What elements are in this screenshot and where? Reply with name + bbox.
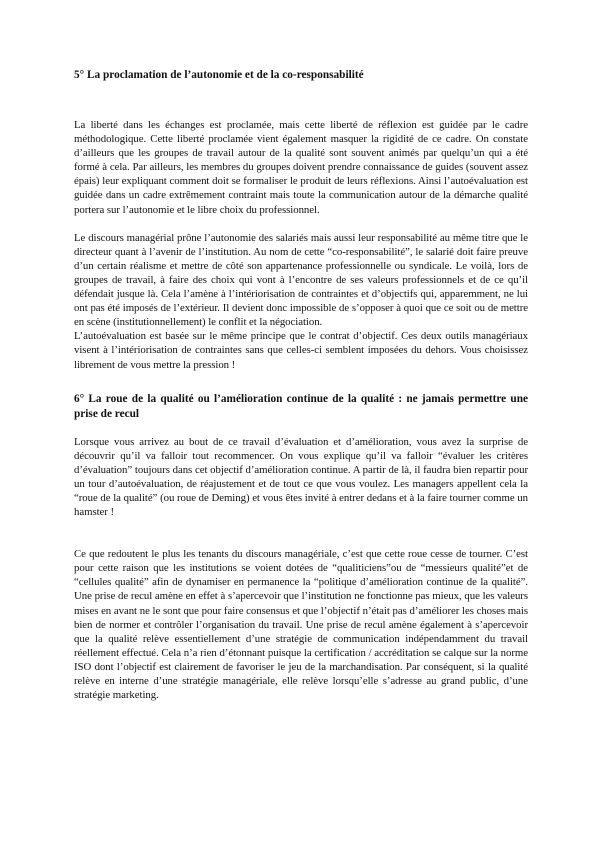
section-6-paragraph-1: Lorsque vous arrivez au bout de ce travail d’évaluation et d’amélioration, vous avez la surprise de découvrir qu’il va falloir tout recommencer. On vous explique qu’il va falloir “évaluer les critères d’évaluation” toujours dans cet objectif d’amélioration continue. A partir de là, il faudra bien repartir pour un tour d’autoévaluation, de réajustement et de tout ce que vous voulez. Les managers appellent cela la “roue de la qualité” (ou roue de Deming) et vous êtes invité à entrer dedans et à la faire tourner comme un hamster ! [74, 435, 528, 519]
section-5-paragraph-3: L’autoévaluation est basée sur le même principe que le contrat d’objectif. Ces deux outils managériaux visent à l’intériorisation de contraintes sans que celles-ci semblent imposées du dehors. Vous choisissez librement de vous mettre la pression ! [74, 330, 528, 371]
section-6-heading: 6° La roue de la qualité ou l’amélioration continue de la qualité : ne jamais permettre une prise de recul [74, 392, 528, 420]
page-content [74, 68, 528, 702]
section-6-paragraph-2: Ce que redoutent le plus les tenants du discours managériale, c’est que cette roue cesse de tourner. C’est pour cette raison que les institutions se voient dotées de “qualiticiens”ou de “messieurs qualité”et de “cellules qualité” afin de dynamiser en permanence la “politique d’amélioration continue de la qualité”. Une prise de recul amène en effet à s’apercevoir que l’institution ne fonctionne pas mieux, que les valeurs mises en avant ne le sont que pour faire consensus et que l’objectif n’était pas d’améliorer les choses mais bien de normer et contrôler l’organisation du travail. Une prise de recul amène également à s’apercevoir que la qualité relève essentiellement d’une stratégie de communication indépendamment du travail réellement effectué. Cela n’a rien d’étonnant puisque la certification / accréditation se calque sur la norme ISO dont l’objectif est clairement de favoriser le jeu de la marchandisation. Par conséquent, si la qualité relève en interne d’une stratégie managériale, elle relève lorsqu’elle s’adresse au grand public, d’une stratégie marketing. [74, 548, 528, 702]
section-5-paragraph-1: La liberté dans les échanges est proclamée, mais cette liberté de réflexion est guidée par le cadre méthodologique. Cette liberté proclamée vient également masquer la rigidité de ce cadre. On constate d’ailleurs que les groupes de travail autour de la qualité sont souvent animés par quelqu’un qui a été formé à cela. Par ailleurs, les membres du groupes doivent prendre connaissance de guides (souvent assez épais) leur expliquant comment doit se formaliser le produit de leurs réflexions. Ainsi l’autoévaluation est guidée dans un cadre extrêmement contraint mais toute la communication autour de la démarche qualité portera sur l’autonomie et le libre choix du professionnel. [74, 119, 528, 216]
section-5-heading: 5° La proclamation de l’autonomie et de la co-responsabilité [74, 69, 364, 81]
section-5-paragraph-2: Le discours managérial prône l’autonomie des salariés mais aussi leur responsabilité au même titre que le directeur quant à l’avenir de l’institution. Au nom de cette “co-responsabilité”, le salarié doit faire preuve d’un certain réalisme et mettre de côté son appartenance professionnelle ou syndicale. Le voilà, lors de groupes de travail, à faire des choix qui vont à l’encontre de ses valeurs professionnels et de ce qu’il défendait jusque là. Cela l’amène à l’intériorisation de contraintes et d’objectifs qui, apparemment, ne lui ont pas été imposés de l’extérieur. Il devient donc impossible de s’opposer à quoi que ce soit ou de mettre en scène (institutionnellement) le conflit et la négociation. [74, 231, 528, 329]
